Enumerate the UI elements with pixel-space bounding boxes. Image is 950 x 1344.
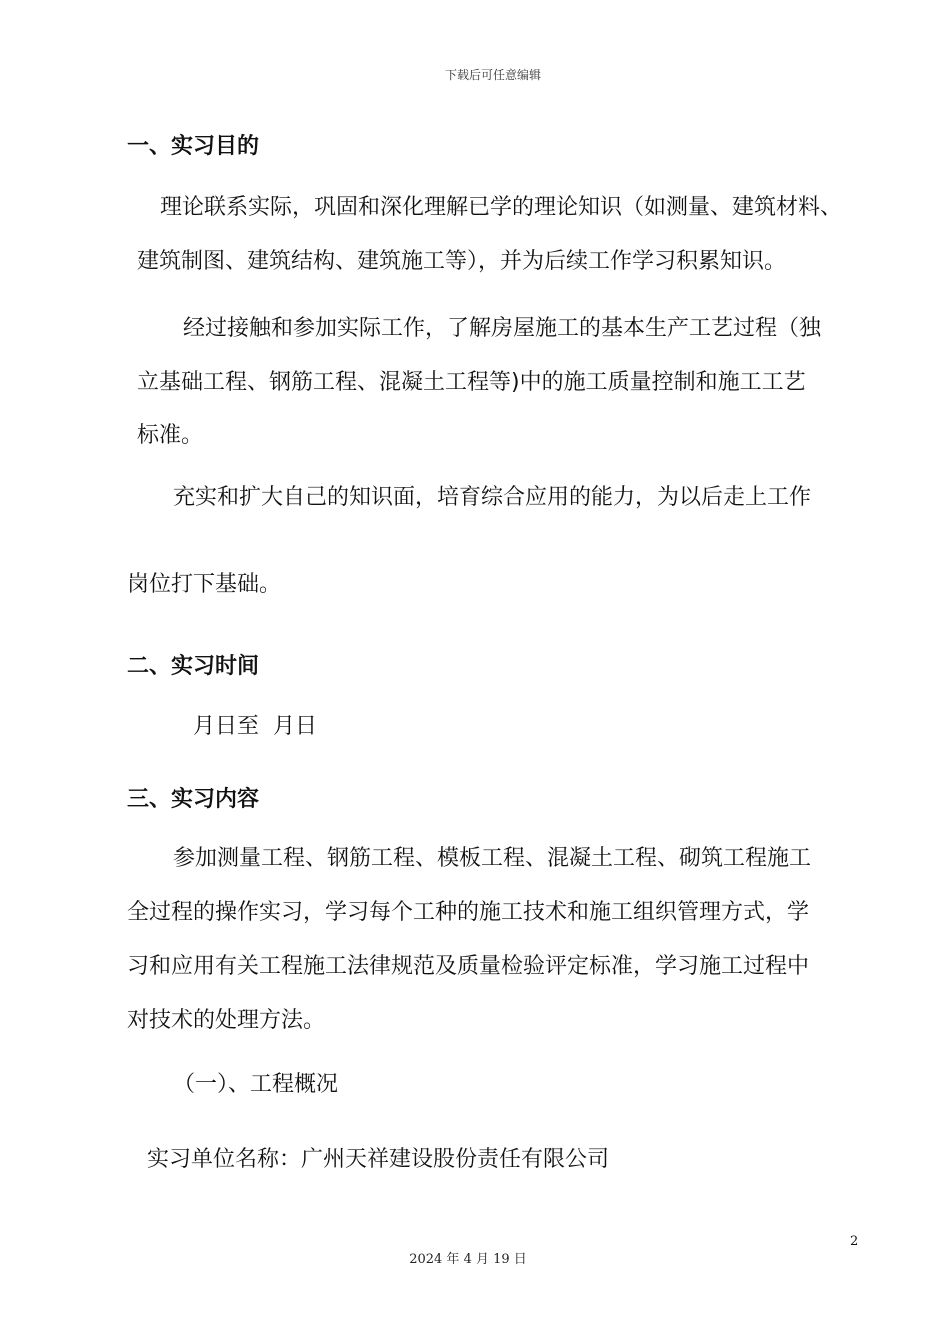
paragraph-line: 习和应用有关工程施工法律规范及质量检验评定标准，学习施工过程中 <box>127 954 810 979</box>
section-heading-content: 三、实习内容 <box>127 787 260 812</box>
paragraph-line: 经过接触和参加实际工作，了解房屋施工的基本生产工艺过程（独 <box>183 316 822 341</box>
section-heading-time: 二、实习时间 <box>127 654 260 679</box>
internship-dates: 月日至 月日 <box>193 714 317 739</box>
paragraph-line: 参加测量工程、钢筋工程、模板工程、混凝土工程、砌筑工程施工 <box>173 846 812 871</box>
paragraph-line: 岗位打下基础。 <box>127 572 282 597</box>
paragraph-line: 对技术的处理方法。 <box>127 1008 326 1033</box>
paragraph-line: 充实和扩大自己的知识面，培育综合应用的能力，为以后走上工作 <box>173 485 812 510</box>
paragraph-line: 理论联系实际，巩固和深化理解已学的理论知识（如测量、建筑材料、 <box>160 195 843 220</box>
page-header: 下载后可任意编辑 <box>444 68 541 82</box>
paragraph-line: 标准。 <box>137 423 204 448</box>
subsection-heading: （一）、工程概况 <box>173 1072 339 1097</box>
paragraph-line: 全过程的操作实习，学习每个工种的施工技术和施工组织管理方式，学 <box>127 900 810 925</box>
section-heading-purpose: 一、实习目的 <box>127 134 260 159</box>
footer-date: 2024 年 4 月 19 日 <box>409 1252 527 1267</box>
company-name: 实习单位名称：广州天祥建设股份责任有限公司 <box>147 1147 610 1172</box>
paragraph-line: 建筑制图、建筑结构、建筑施工等），并为后续工作学习积累知识。 <box>137 249 787 274</box>
page-number: 2 <box>850 1234 859 1249</box>
paragraph-line: 立基础工程、钢筋工程、混凝土工程等)中的施工质量控制和施工工艺 <box>137 370 806 395</box>
